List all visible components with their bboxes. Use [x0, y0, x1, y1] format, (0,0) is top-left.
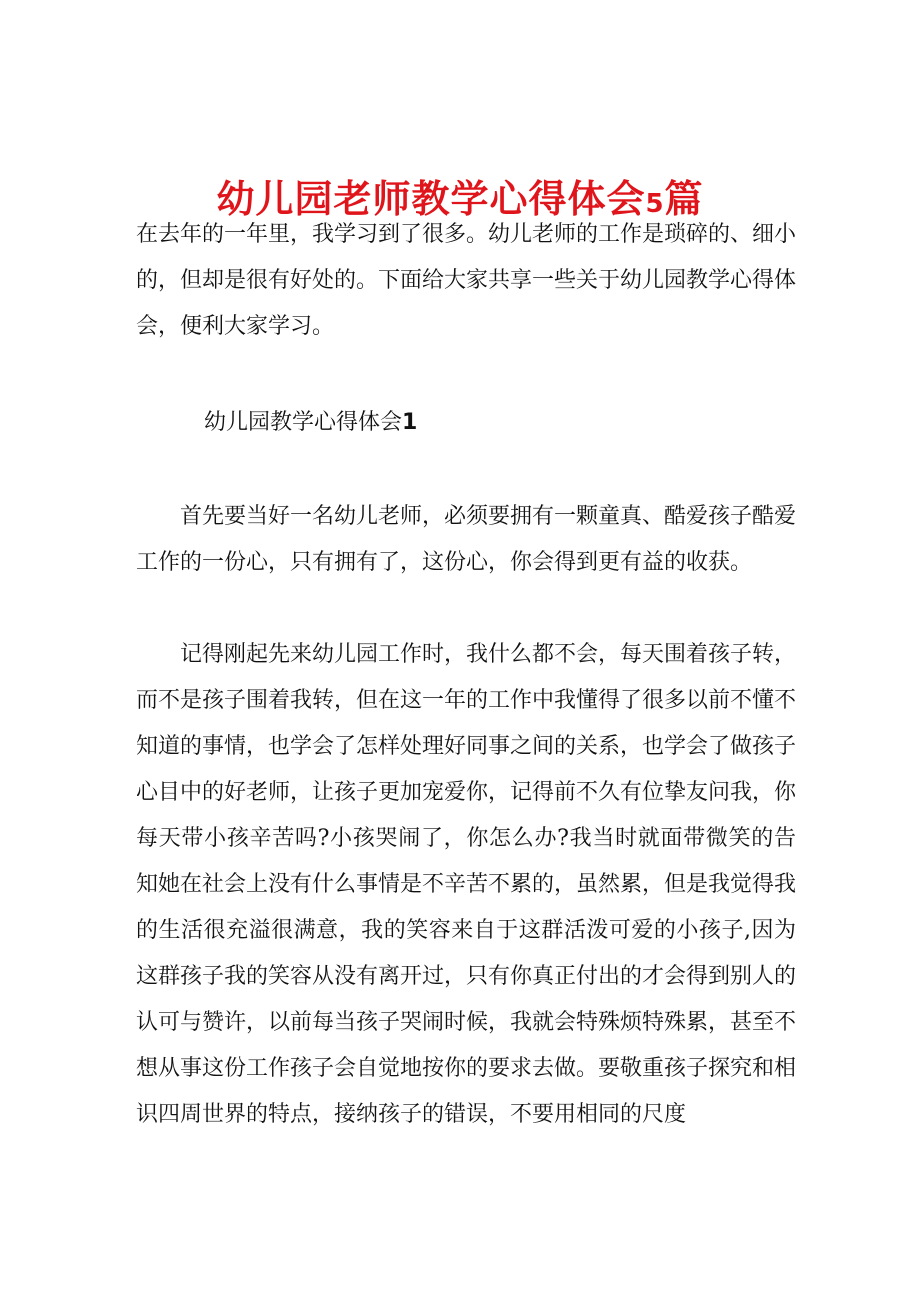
intro-paragraph: 在去年的一年里，我学习到了很多。幼儿老师的工作是琐碎的、细小的，但却是很有好处的。下面给大家共享一些关于幼儿园教学心得体会，便利大家学习。	[136, 222, 797, 339]
section-heading-number: 1	[402, 410, 418, 435]
title-text: 幼儿园老师教学心得体会	[216, 176, 646, 222]
title-suffix: 篇	[664, 176, 704, 222]
body-paragraph-2: 记得刚起先来幼儿园工作时，我什么都不会，每天围着孩子转，而不是孩子围着我转，但在这一年的工作中我懂得了很多以前不懂不知道的事情，也学会了怎样处理好同事之间的关系，也学会了做孩子心目中的好老师，让孩子更加宠爱你，记得前不久有位挚友问我，你每天带小孩辛苦吗?小孩哭闹了，你怎么办?我当时就面带微笑的告知她在社会上没有什么事情是不辛苦不累的，虽然累，但是我觉得我的生活很充溢很满意，我的笑容来自于这群活泼可爱的小孩子,因为这群孩子我的笑容从没有离开过，只有你真正付出的才会得到别人的认可与赞许，以前每当孩子哭闹时候，我就会特殊烦特殊累，甚至不想从事这份工作孩子会自觉地按你的要求去做。要敬重孩子探究和相识四周世界的特点，接纳孩子的错误，不要用相同的尺度	[136, 642, 797, 1127]
section-heading	[204, 400, 417, 446]
title-number: 5	[645, 189, 665, 220]
body-paragraph-1: 首先要当好一名幼儿老师，必须要拥有一颗童真、酷爱孩子酷爱工作的一份心，只有拥有了，这份心，你会得到更有益的收获。	[136, 504, 797, 575]
section-heading-text: 幼儿园教学心得体会	[204, 410, 403, 435]
